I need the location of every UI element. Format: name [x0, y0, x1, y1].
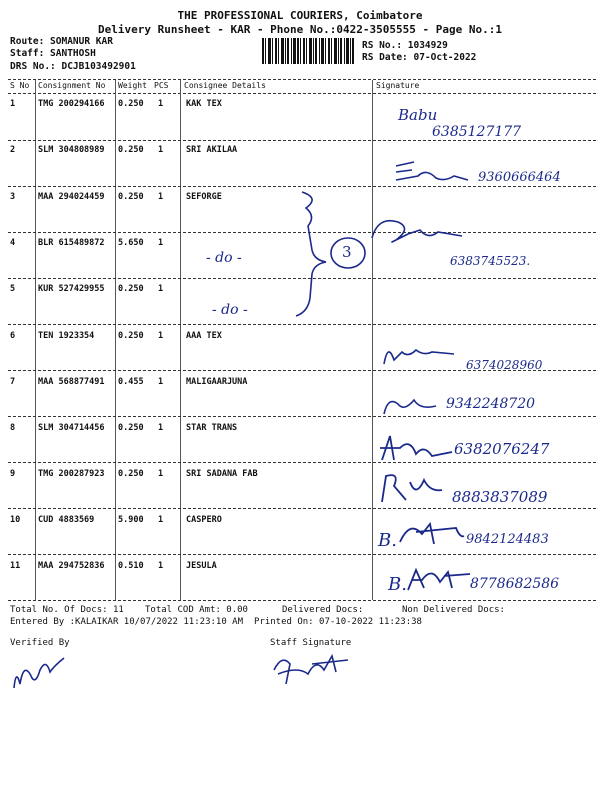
row-sno: 11	[10, 561, 21, 571]
row-sno: 9	[10, 469, 16, 479]
entered-by: Entered By :KALAIKAR 10/07/2022 11:23:10 AM	[10, 617, 243, 627]
row-consignee: STAR TRANS	[186, 423, 238, 433]
row-consignment: BLR 615489872	[38, 238, 105, 248]
col-header-consignee: Consignee Details	[184, 81, 266, 90]
handwritten-initial: B.	[388, 574, 407, 595]
table-top-rule	[8, 79, 596, 80]
row-sno: 2	[10, 145, 16, 155]
staff-signature-label: Staff Signature	[270, 638, 352, 648]
row-pcs: 1	[158, 331, 164, 341]
col-header-consignment: Consignment No	[38, 81, 106, 90]
staff-text: Staff: SANTHOSH	[10, 48, 96, 59]
row-sno: 3	[10, 192, 16, 202]
handwritten-phone: 9360666464	[478, 170, 561, 185]
row-sno: 8	[10, 423, 16, 433]
non-delivered-docs: Non Delivered Docs:	[402, 605, 505, 615]
row-pcs: 1	[158, 284, 164, 294]
company-title: THE PROFESSIONAL COURIERS, Coimbatore	[177, 9, 423, 22]
handwritten-phone: 6382076247	[454, 440, 550, 458]
row-sno: 1	[10, 99, 16, 109]
row-consignment: SLM 304714456	[38, 423, 105, 433]
table-bottom-rule	[8, 600, 596, 601]
row-sno: 6	[10, 331, 16, 341]
row-weight: 0.510	[118, 561, 144, 571]
rs-number: RS No.: 1034929	[362, 40, 448, 51]
row-consignment: TMG 200287923	[38, 469, 105, 479]
row-weight: 5.900	[118, 515, 144, 525]
table-header-rule	[8, 93, 596, 94]
row-pcs: 1	[158, 238, 164, 248]
row-consignee: CASPERO	[186, 515, 222, 525]
route-text: Route: SOMANUR KAR	[10, 36, 113, 47]
handwritten-initial: B.	[378, 530, 397, 551]
col-divider	[115, 80, 116, 600]
circled-number: 3	[342, 243, 352, 261]
row-weight: 0.250	[118, 192, 144, 202]
verifier-signature	[10, 650, 70, 694]
row-consignee: KAK TEX	[186, 99, 222, 109]
row-consignment: TEN 1923354	[38, 331, 95, 341]
row-weight: 0.250	[118, 145, 144, 155]
printed-on: Printed On: 07-10-2022 11:23:38	[254, 617, 422, 627]
row-consignment: MAA 294752836	[38, 561, 105, 571]
row-pcs: 1	[158, 192, 164, 202]
row-pcs: 1	[158, 423, 164, 433]
signature-scribble	[396, 516, 466, 550]
row-consignee: SEFORGE	[186, 192, 222, 202]
col-divider	[180, 80, 181, 600]
delivered-docs: Delivered Docs:	[282, 605, 364, 615]
row-weight: 0.250	[118, 423, 144, 433]
row-weight: 0.250	[118, 284, 144, 294]
row-sno: 10	[10, 515, 21, 525]
row-consignee: JESULA	[186, 561, 217, 571]
runsheet-subtitle: Delivery Runsheet - KAR - Phone No.:0422-3505555 - Page No.:1	[98, 23, 502, 36]
row-weight: 0.250	[118, 469, 144, 479]
row-sno: 4	[10, 238, 16, 248]
col-divider	[372, 80, 373, 600]
signature-scribble	[376, 432, 456, 464]
row-consignee: MALIGAARJUNA	[186, 377, 248, 387]
row-sno: 7	[10, 377, 16, 387]
staff-signature	[268, 648, 352, 688]
handwritten-phone: 8883837089	[452, 488, 548, 506]
ditto-mark: - do -	[212, 302, 248, 318]
handwritten-phone: 6385127177	[432, 124, 522, 140]
handwritten-name: Babu	[398, 106, 438, 124]
signature-scribble	[376, 470, 446, 506]
total-cod: Total COD Amt: 0.00	[145, 605, 248, 615]
col-header-signature: Signature	[376, 81, 420, 90]
col-divider	[35, 80, 36, 600]
row-pcs: 1	[158, 561, 164, 571]
signature-scribble	[380, 392, 440, 418]
row-consignment: SLM 304808989	[38, 145, 105, 155]
handwritten-phone: 9842124483	[466, 532, 549, 547]
brace-mark	[290, 190, 330, 320]
row-consignment: MAA 294024459	[38, 192, 105, 202]
row-pcs: 1	[158, 469, 164, 479]
row-consignment: MAA 568877491	[38, 377, 105, 387]
row-weight: 0.250	[118, 331, 144, 341]
row-pcs: 1	[158, 515, 164, 525]
row-pcs: 1	[158, 377, 164, 387]
row-consignment: TMG 200294166	[38, 99, 105, 109]
row-pcs: 1	[158, 145, 164, 155]
col-header-pcs: PCS	[154, 81, 169, 90]
drs-text: DRS No.: DCJB103492901	[10, 61, 136, 72]
row-sno: 5	[10, 284, 16, 294]
total-docs: Total No. Of Docs: 11	[10, 605, 124, 615]
rs-date: RS Date: 07-Oct-2022	[362, 52, 477, 63]
handwritten-phone: 6383745523.	[450, 254, 531, 268]
signature-scribble	[404, 562, 474, 594]
row-consignee: AAA TEX	[186, 331, 222, 341]
row-consignment: CUD 4883569	[38, 515, 95, 525]
row-consignment: KUR 527429955	[38, 284, 105, 294]
signature-scribble	[368, 210, 468, 250]
verified-by-label: Verified By	[10, 638, 70, 648]
row-weight: 0.455	[118, 377, 144, 387]
handwritten-phone: 8778682586	[470, 576, 560, 592]
barcode-image	[262, 38, 354, 64]
row-consignee: SRI SADANA FAB	[186, 469, 258, 479]
ditto-mark: - do -	[206, 250, 242, 266]
row-consignee: SRI AKILAA	[186, 145, 238, 155]
row-pcs: 1	[158, 99, 164, 109]
handwritten-phone: 6374028960	[466, 358, 543, 372]
signature-scribble	[392, 156, 472, 186]
handwritten-phone: 9342248720	[446, 396, 536, 412]
row-weight: 0.250	[118, 99, 144, 109]
col-header-weight: Weight	[118, 81, 147, 90]
col-header-sno: S No	[10, 81, 30, 90]
signature-scribble	[378, 340, 458, 368]
row-weight: 5.650	[118, 238, 144, 248]
